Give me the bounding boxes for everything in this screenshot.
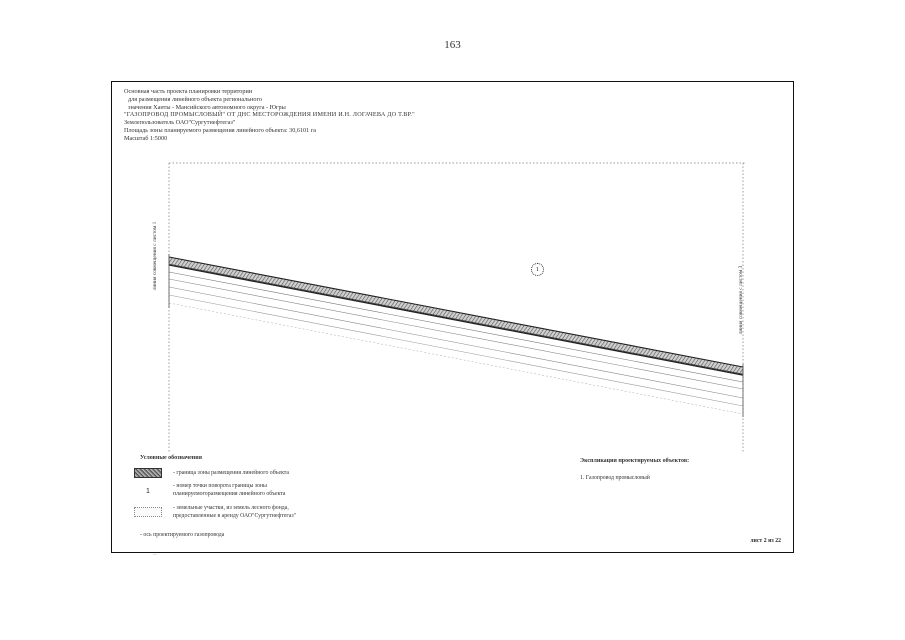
legend-title: Условные обозначения (140, 455, 202, 461)
explication-item: 1. Газопровод промысловый (580, 475, 650, 481)
parallel-line-2 (169, 279, 743, 389)
header-line-2: для размещения линейного объекта регионального (128, 95, 262, 103)
legend-item-land-plots-line2: предоставленные в аренду ОАО"Сургутнефтегаз" (173, 512, 297, 519)
legend-swatch-land-plots (134, 507, 162, 517)
legend-item-turn-point-line1: - номер точки поворота границы зоны (173, 483, 267, 489)
map-sheet (111, 81, 794, 557)
legend-swatch-zone-hatched (134, 468, 162, 478)
legend-item-turn-point (173, 483, 286, 498)
header-line-1: Основная часть проекта планировки территории (124, 88, 253, 95)
turn-point-marker: 1 (531, 263, 544, 276)
header-line-5: Землепользователь ОАО"Сургутнефтегаз" (124, 119, 236, 127)
zone-hatched-strip (169, 257, 743, 374)
legend-swatch-point-number: 1 (146, 488, 150, 495)
sheet-number-label: лист 2 из 22 (750, 538, 781, 544)
left-match-line-label: линия совмещения с листом 1 (152, 221, 158, 291)
header-line-3: значения Ханты - Мансийского автономного округа - Югры (128, 103, 286, 111)
page-number: 163 (444, 39, 461, 51)
parallel-line-1 (169, 272, 743, 382)
footer-dot-mark: ... (153, 552, 157, 557)
legend-item-turn-point-line2: планируемогоразмещения линейного объекта (173, 490, 286, 497)
legend-item-land-plots-line1: - земельные участки, из земель лесного фонда, (173, 505, 289, 511)
explication-title: Экспликация проектируемых объектов: (580, 458, 690, 464)
header-line-4: "ГАЗОПРОВОД ПРОМЫСЛОВЫЙ" ОТ ДНС МЕСТОРОЖДЕНИЯ ИМЕНИ И.Н. ЛОГАЧЕВА ДО Т.ВР." (124, 111, 415, 119)
legend-item-land-plots (173, 505, 296, 520)
right-match-line-label: линия совмещения с листом 3 (738, 265, 744, 335)
header-line-7: Масштаб 1:5000 (124, 134, 168, 142)
legend-item-zone-boundary: - граница зоны размещения линейного объекта (173, 470, 289, 476)
header-line-6: Площадь зоны планируемого размещения линейного объекта: 30,6101 га (124, 126, 317, 134)
legend-item-pipeline-axis: - ось проектируемого газопровода (140, 532, 225, 538)
parallel-line-3 (169, 287, 743, 398)
